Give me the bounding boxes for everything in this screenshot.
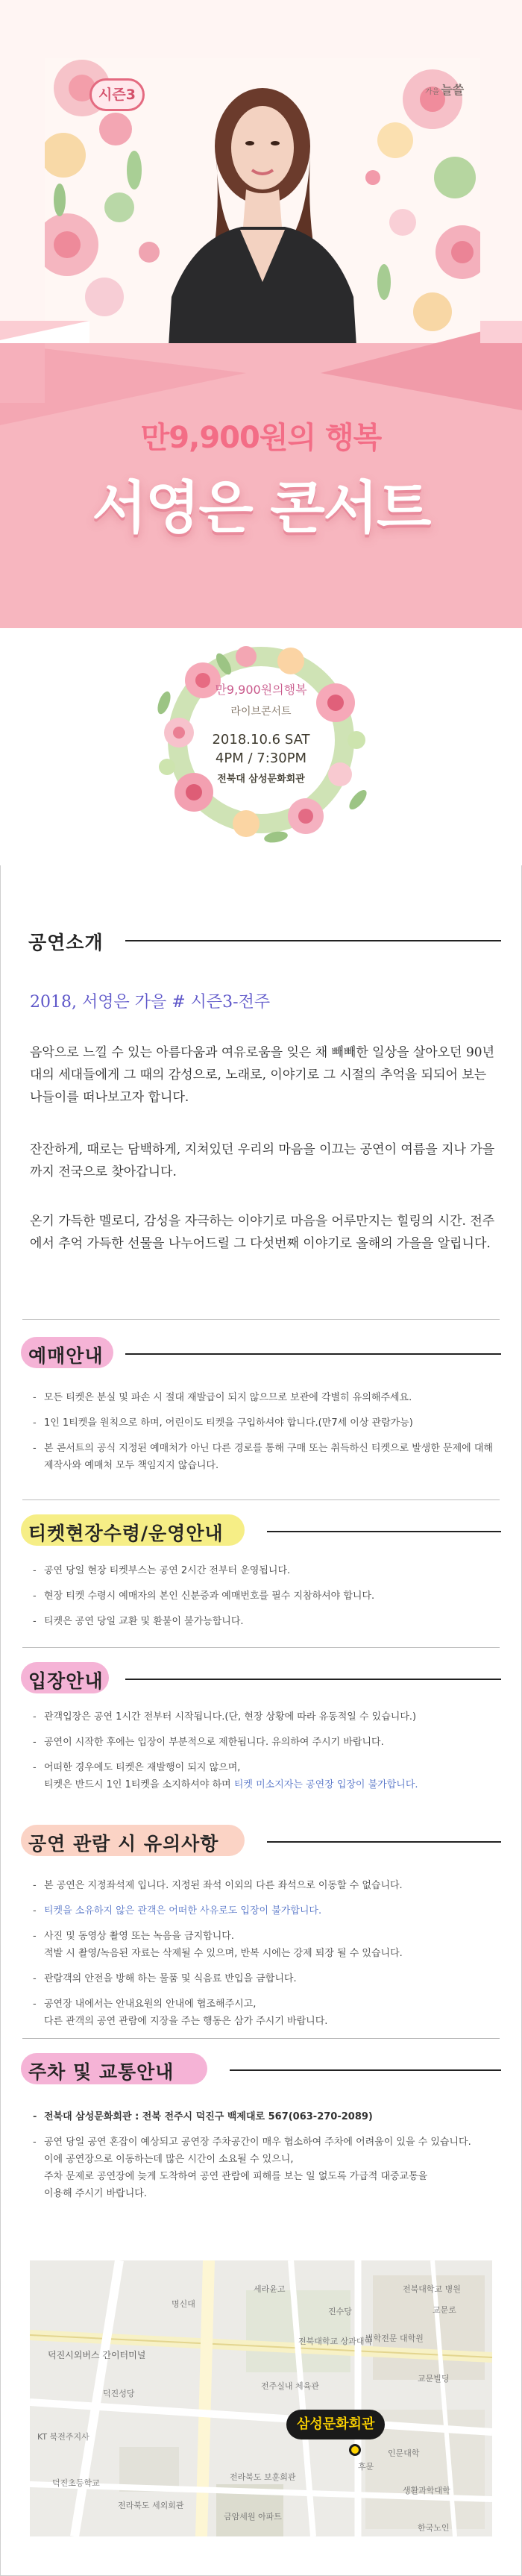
list-item: - 본 공연은 지정좌석제 입니다. 지정된 좌석 이외의 다른 좌석으로 이동할 수 없습니다. — [33, 1877, 495, 1894]
list-item: - 1인 1티켓을 원칙으로 하며, 어린이도 티켓을 구입하셔야 합니다.(만7세 이상 관람가능) — [33, 1414, 495, 1432]
list-item-highlight: - 티켓을 소유하지 않은 관객은 어떠한 사유로도 입장이 불가합니다. — [33, 1902, 495, 1920]
map-label: 전북대학교 병원 — [403, 2284, 461, 2294]
entry-list — [33, 1708, 495, 1802]
concert-venue: 전북대 삼성문화회관 — [217, 774, 305, 785]
intro-paragraph-3: 온기 가득한 멜로디, 감성을 자극하는 이야기로 마음을 어루만지는 힐링의 시간. 전주에서 추억 가득한 선물을 나누어드릴 그 다섯번째 이야기로 올해의 가을을 알립니다. — [30, 1214, 495, 1251]
map-label: 교문로 — [433, 2305, 456, 2315]
section-divider — [22, 1319, 500, 1320]
list-item: - 공연 당일 현장 티켓부스는 공연 2시간 전부터 운영됩니다. — [33, 1562, 495, 1579]
hero-title: 서영은 콘서트 — [92, 474, 430, 541]
intro-paragraph-2: 잔잔하게, 때로는 담백하게, 지쳐있던 우리의 마음을 이끄는 공연이 여름을 지나 가을까지 전국으로 찾아갑니다. — [30, 1142, 495, 1179]
ticket-list — [33, 1562, 495, 1638]
concert-time: 4PM / 7:30PM — [215, 750, 307, 766]
map-label: 덕진시외버스 간이터미널 — [48, 2350, 146, 2360]
map-label: 명신대 — [172, 2299, 195, 2309]
section-heading-entry: 입장안내 — [21, 1661, 501, 1696]
list-item: - 공연이 시작한 후에는 입장이 부분적으로 제한됩니다. 유의하여 주시기 바랍니다. — [33, 1734, 495, 1751]
location-map[interactable] — [30, 2260, 492, 2536]
concert-date: 2018.10.6 SAT — [212, 732, 310, 748]
map-label: KT 북전주지사 — [37, 2432, 89, 2442]
booking-list — [33, 1389, 495, 1482]
wreath-title: 만9,900원의행복 — [215, 683, 307, 697]
intro-hashtag: 2018, 서영은 가을 # 시즌3-전주 — [30, 993, 271, 1012]
heading-rule — [125, 940, 501, 941]
heading-rule — [125, 1679, 501, 1680]
hero-banner — [0, 0, 522, 628]
intro-paragraph-1: 음악으로 느낄 수 있는 아름다움과 여유로움을 잊은 채 빼빼한 일상을 살아오던 90년대의 세대들에게 그 때의 감성으로, 노래로, 이야기로 그 시절의 추억을 되되어 보는 나들이를 떠나보고자 합니다. — [30, 1045, 494, 1105]
section-heading-transport: 주차 및 교통안내 — [21, 2052, 501, 2087]
list-item: - 관객입장은 공연 1시간 전부터 시작됩니다.(단, 현장 상황에 따라 유동적일 수 있습니다.) — [33, 1708, 495, 1726]
map-label: 금암세원 아파트 — [224, 2512, 282, 2522]
map-label: 후문 — [358, 2462, 374, 2472]
concert-info-wreath — [0, 628, 522, 865]
list-item: - 모든 티켓은 분실 및 파손 시 절대 재발급이 되지 않으므로 보관에 각별히 유의해주세요. — [33, 1389, 495, 1406]
list-item: - 현장 티켓 수령시 예매자의 본인 신분증과 예매번호를 필수 지참하셔야 합니다. — [33, 1588, 495, 1605]
map-label: 덕진초등학교 — [52, 2478, 100, 2488]
map-label: 진수당 — [328, 2307, 352, 2316]
map-label: 한국노인 — [418, 2523, 450, 2533]
transport-list — [33, 2108, 495, 2210]
map-label: 교문빌딩 — [418, 2374, 450, 2384]
section-divider — [22, 1499, 500, 1500]
heading-rule — [267, 1841, 501, 1843]
heading-rule — [230, 2069, 501, 2071]
list-item: - 공연 당일 공연 혼잡이 예상되고 공연장 주차공간이 매우 협소하여 주차에 어려움이 있을 수 있습니다. 이에 공연장으로 이동하는데 많은 시간이 소요될 수 있으니, 주차 문제로 공연장에 늦게 도착하여 공연 관람에 피해를 보는 일 없도록 가급적 대중교통을 이용해 주시기 바랍니다. — [33, 2134, 495, 2202]
wreath-text-block — [179, 680, 343, 785]
map-label: 법학전문 대학원 — [365, 2334, 424, 2343]
section-heading-ticket: 티켓현장수령/운영안내 — [21, 1513, 501, 1549]
section-heading-intro: 공연소개 — [21, 922, 501, 958]
season-badge: 시즌3 — [89, 78, 145, 111]
map-label: 전북대학교 상과대학 — [298, 2337, 373, 2346]
list-item: - 본 콘서트의 공식 지정된 예매처가 아닌 다른 경로를 통해 구매 또는 취득하신 티켓으로 발생한 문제에 대해 제작사와 예매처 모두 책임지지 않습니다. — [33, 1440, 495, 1474]
list-item: - 사진 및 동영상 촬영 또는 녹음을 금지합니다. 적발 시 촬영/녹음된 자료는 삭제될 수 있으며, 반복 시에는 강제 퇴장 될 수 있습니다. — [33, 1928, 495, 1962]
list-item: - 전북대 삼성문화회관 : 전북 전주시 덕진구 백제대로 567(063-270-2089) — [33, 2108, 495, 2125]
map-label: 세라윤고 — [254, 2284, 286, 2294]
brand-logo: 가을 늘쓸 — [425, 83, 465, 97]
map-label: 전주실내 체육관 — [261, 2381, 319, 2391]
heading-rule — [125, 1353, 501, 1355]
map-label: 생활과학대학 — [403, 2486, 450, 2495]
map-label: 덕진성당 — [103, 2389, 135, 2398]
map-pin-icon — [349, 2444, 361, 2456]
section-heading-cautions: 공연 관람 시 유의사항 — [21, 1823, 501, 1859]
section-divider — [22, 2038, 500, 2039]
map-label: 전라북도 세외회관 — [118, 2501, 184, 2510]
section-heading-booking: 예매안내 — [21, 1335, 501, 1371]
map-label: 인문대학 — [388, 2448, 420, 2458]
hero-subtitle: 만9,900원의 행복 — [140, 421, 382, 455]
cautions-list — [33, 1877, 495, 2038]
list-item: - 공연장 내에서는 안내요원의 안내에 협조해주시고, 다른 관객의 공연 관람에 지장을 주는 행동은 삼가 주시기 바랍니다. — [33, 1996, 495, 2030]
heading-rule — [267, 1531, 501, 1532]
list-item: - 티켓은 공연 당일 교환 및 환불이 불가능합니다. — [33, 1613, 495, 1630]
map-label: 전라북도 보훈회관 — [230, 2472, 296, 2482]
section-divider — [22, 1647, 500, 1648]
wreath-subtitle: 라이브콘서트 — [230, 706, 292, 718]
list-item: - 어떠한 경우에도 티켓은 재발행이 되지 않으며, 티켓은 반드시 1인 1티켓을 소지하셔야 하며 티켓 미소지자는 공연장 입장이 불가합니다. — [33, 1759, 495, 1793]
list-item: - 관람객의 안전을 방해 하는 물품 및 식음료 반입을 금합니다. — [33, 1970, 495, 1987]
venue-marker[interactable]: 삼성문화회관 — [286, 2410, 385, 2439]
